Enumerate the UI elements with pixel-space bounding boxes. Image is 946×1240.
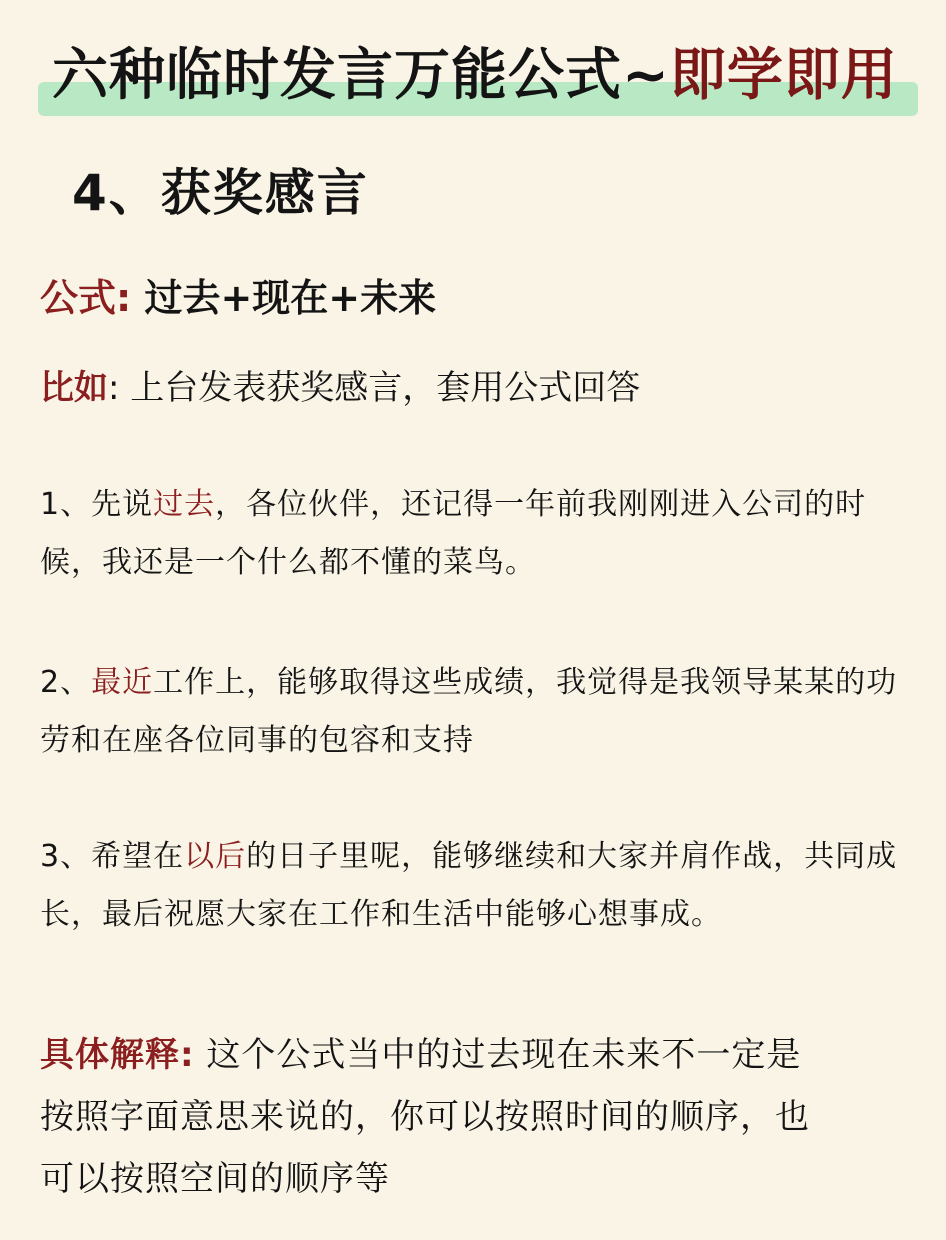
title-accent: 即学即用 <box>669 43 898 108</box>
formula-line <box>40 270 436 326</box>
point-3-text: 的日子里呢，能够继续和大家并肩作战，共同成长，最后祝愿大家在工作和生活中能够心想事成。 <box>40 839 898 932</box>
explanation-label: 具体解释: <box>40 1035 195 1075</box>
point-2-text: 工作上，能够取得这些成绩，我觉得是我领导某某的功劳和在座各位同事的包容和支持 <box>40 665 898 758</box>
explanation-content: 这个公式当中的过去现在未来不一定是按照字面意思来说的，你可以按照时间的顺序，也可以按照空间的顺序等 <box>40 1035 810 1199</box>
point-1 <box>40 476 910 592</box>
point-3-prefix: 3、希望在 <box>40 839 185 874</box>
formula-content: 过去+现在+未来 <box>144 276 437 320</box>
point-2-highlight: 最近 <box>91 665 154 700</box>
explanation <box>40 1024 830 1210</box>
point-1-text: ，各位伙伴，还记得一年前我刚刚进入公司的时候，我还是一个什么都不懂的菜鸟。 <box>40 487 867 580</box>
example-label: 比如 <box>40 368 108 408</box>
formula-label: 公式: <box>40 276 132 320</box>
point-1-highlight: 过去 <box>153 487 216 522</box>
page-title <box>52 40 898 112</box>
point-3-highlight: 以后 <box>184 839 247 874</box>
point-2 <box>40 654 910 770</box>
section-heading: 4、获奖感言 <box>72 164 369 222</box>
point-1-prefix: 1、先说 <box>40 487 154 522</box>
point-3 <box>40 828 910 944</box>
example-line <box>40 362 640 414</box>
title-banner <box>38 36 918 120</box>
point-2-prefix: 2、 <box>40 665 92 700</box>
example-content: : 上台发表获奖感言，套用公式回答 <box>108 368 641 408</box>
title-main: 六种临时发言万能公式~ <box>52 43 670 108</box>
